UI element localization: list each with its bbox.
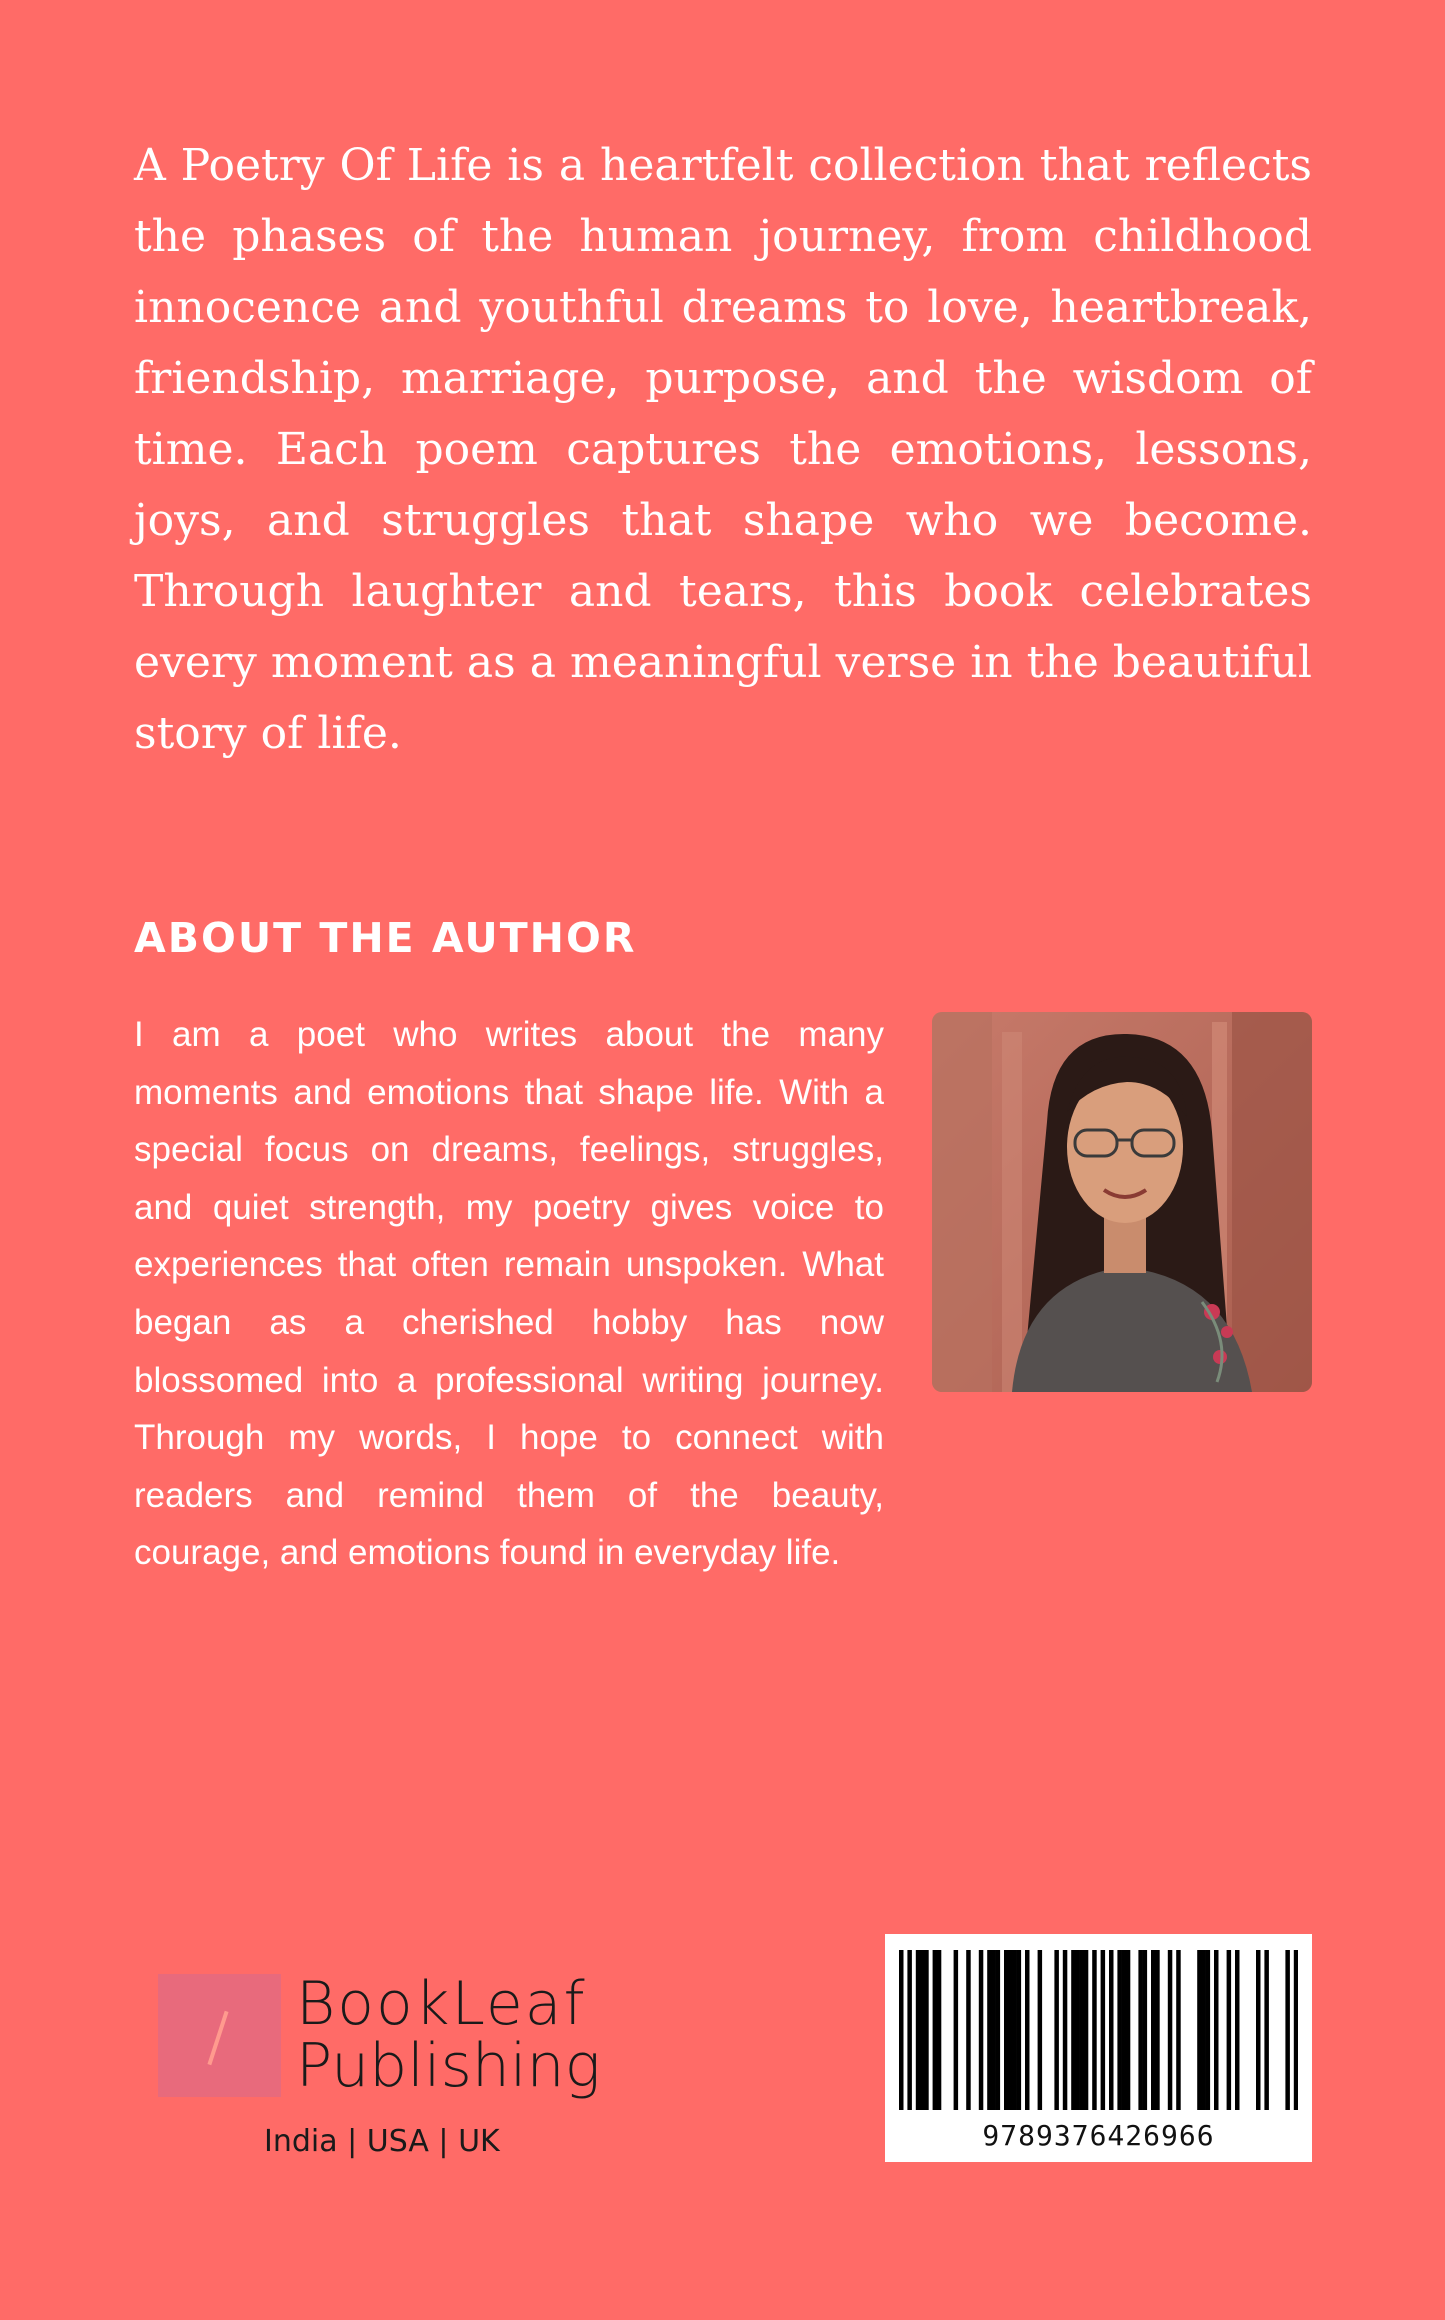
barcode-bar	[1017, 1950, 1022, 2110]
barcode-bar	[1109, 1950, 1114, 2110]
barcode-bar	[1227, 1950, 1232, 2110]
about-author-heading: ABOUT THE AUTHOR	[134, 914, 637, 962]
barcode-bar	[1063, 1950, 1068, 2110]
publisher-name-line1: BookLeaf	[296, 1969, 587, 2039]
barcode-bar	[1126, 1950, 1131, 2110]
barcode-bar	[1214, 1950, 1219, 2110]
barcode-bar	[1155, 1950, 1160, 2110]
barcode-bar	[966, 1950, 971, 2110]
isbn-number: 9789376426966	[982, 2119, 1215, 2152]
barcode-bar	[1025, 1950, 1030, 2110]
author-photo	[932, 1012, 1312, 1392]
about-author-text: I am a poet who writes about the many moments and emotions that shape life. With a special focus on dreams, feelings, struggles, and quiet strength, my poetry gives voice to experiences that often remain unspoken. What began as a cherished hobby has now blossomed into a professional writing journey. Through my words, I hope to connect with readers and remind them of the beauty, courage, and emotions found in everyday life.	[134, 1015, 884, 1573]
barcode-bar	[1285, 1950, 1290, 2110]
barcode-bar	[1143, 1950, 1148, 2110]
leaf-icon	[158, 1974, 281, 2097]
barcode-bar	[907, 1950, 912, 2110]
barcode-bar	[1138, 1950, 1143, 2110]
barcode-bars	[899, 1950, 1298, 2110]
barcode-bar	[1071, 1950, 1076, 2110]
barcode-bar	[899, 1950, 904, 2110]
barcode-bar	[1206, 1950, 1211, 2110]
barcode-bar	[916, 1950, 921, 2110]
barcode-bar	[1038, 1950, 1043, 2110]
barcode-bar	[1092, 1950, 1097, 2110]
barcode-bar	[920, 1950, 925, 2110]
barcode-bar	[1004, 1950, 1009, 2110]
publisher-regions: India | USA | UK	[264, 2124, 500, 2159]
barcode-bar	[1054, 1950, 1059, 2110]
barcode-bar	[979, 1950, 984, 2110]
barcode-bar	[937, 1950, 942, 2110]
barcode-bar	[1264, 1950, 1269, 2110]
barcode-bar	[1151, 1950, 1156, 2110]
barcode-bar	[1117, 1950, 1122, 2110]
barcode-bar	[1294, 1950, 1298, 2110]
barcode-bar	[1080, 1950, 1085, 2110]
barcode-bar	[991, 1950, 996, 2110]
barcode-bar	[924, 1950, 929, 2110]
barcode-bar	[933, 1950, 938, 2110]
isbn-barcode	[885, 1934, 1312, 2162]
barcode-bar	[1176, 1950, 1181, 2110]
publisher-name-line2: Publishing	[296, 2031, 601, 2101]
barcode-bar	[1235, 1950, 1240, 2110]
barcode-bar	[1122, 1950, 1127, 2110]
barcode-bar	[1008, 1950, 1013, 2110]
publisher-logo	[158, 1969, 618, 2172]
barcode-bar	[954, 1950, 959, 2110]
barcode-bar	[1256, 1950, 1261, 2110]
barcode-bar	[987, 1950, 992, 2110]
barcode-bar	[996, 1950, 1001, 2110]
barcode-bar	[1197, 1950, 1202, 2110]
barcode-bar	[1012, 1950, 1017, 2110]
barcode-bar	[1201, 1950, 1206, 2110]
barcode-bar	[1084, 1950, 1089, 2110]
barcode-bar	[1101, 1950, 1106, 2110]
barcode-bar	[1075, 1950, 1080, 2110]
barcode-bar	[1168, 1950, 1173, 2110]
back-cover-blurb: A Poetry Of Life is a heartfelt collection that reflects the phases of the human journey, from childhood innocence and youthful dreams to love, heartbreak, friendship, marriage, purpose, and the wisdom of time. Each poem captures the emotions, lessons, joys, and struggles that shape who we become. Through laughter and tears, this book celebrates every moment as a meaningful verse in the beautiful story of life.	[134, 140, 1312, 759]
